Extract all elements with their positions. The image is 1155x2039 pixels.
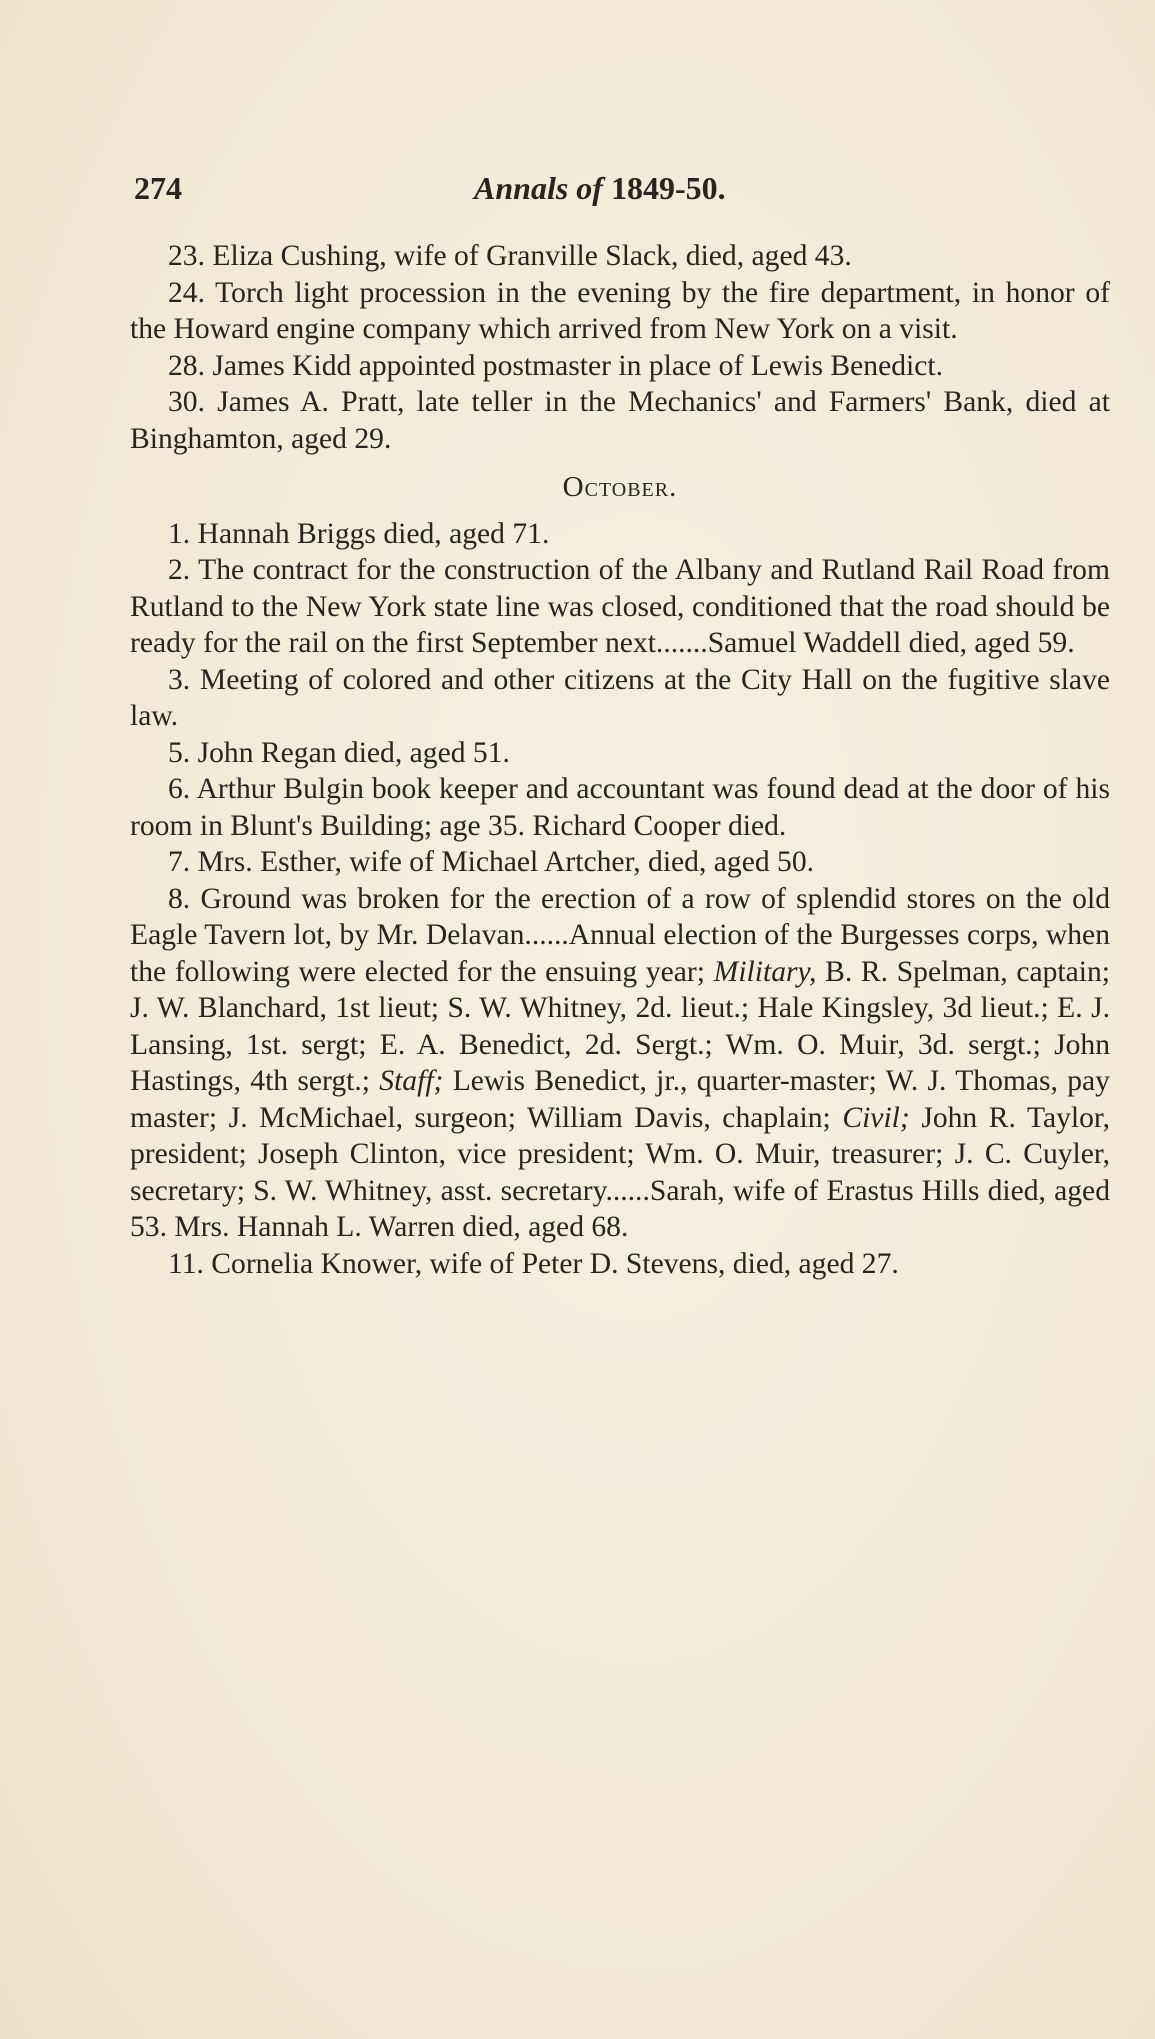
running-title-annals: Annals [474, 170, 569, 206]
entry-oct-8-part3: Lewis Benedict, jr., quarter-master; W. J. Thomas, pay master; J. McMichael, surgeon; William Davis, chaplain; [130, 1065, 1110, 1134]
entry-oct-1: 1. Hannah Briggs died, aged 71. [168, 517, 550, 550]
entry-sep-23: 23. Eliza Cushing, wife of Granville Slack, died, aged 43. [168, 240, 852, 272]
entry-oct-6: 6. Arthur Bulgin book keeper and accountant was found dead at the door of his room in Blunt's Building; age 35. Richard Cooper died. [130, 773, 1110, 842]
entry-oct-8-part4: John R. Taylor, president; Joseph Clinton, vice president; Wm. O. Muir, treasurer; J. C. Cuyler, secretary; S. W. Whitney, asst. secretary......Sarah, wife of Erastus Hills died, aged 53. Mrs. Hannah L. Warren died, aged 68. [130, 1101, 1110, 1243]
entry-sep-28: 28. James Kidd appointed postmaster in place of Lewis Benedict. [168, 349, 944, 382]
entry-oct-7: 7. Mrs. Esther, wife of Michael Artcher, died, aged 50. [168, 846, 815, 878]
entry-sep-30: 30. James A. Pratt, late teller in the Mechanics' and Farmers' Bank, died at Binghamton, aged 29. [130, 386, 1110, 455]
page-body [130, 238, 1110, 1282]
entry-oct-8-part1: 8. Ground was broken for the erection of a row of splendid stores on the old Eagle Tavern lot, by Mr. Delavan......Annual election of the Burgesses corps, when the following were elected for the ensuing year; [130, 882, 1110, 988]
running-title-year: 1849-50. [610, 170, 726, 206]
running-title-of: of [576, 170, 603, 206]
entry-oct-8 [130, 881, 1110, 1246]
entry-oct-5: 5. John Regan died, aged 51. [168, 736, 510, 769]
entry-sep-24: 24. Torch light procession in the evening by the fire department, in honor of the Howard engine company which arrived from New York on a visit. [130, 276, 1110, 345]
entry-oct-8-staff: Staff; [379, 1065, 444, 1097]
page-number: 274 [134, 170, 182, 206]
month-heading-october: October. [562, 471, 678, 503]
entry-oct-3: 3. Meeting of colored and other citizens at the City Hall on the fugitive slave law. [130, 663, 1110, 732]
entry-oct-8-military: Military, [713, 955, 817, 988]
page-header [134, 170, 1064, 218]
running-title [474, 170, 726, 207]
entry-oct-2: 2. The contract for the construction of the Albany and Rutland Rail Road from Rutland to the New York state line was closed, conditioned that the road should be ready for the rail on the first September next.......Samuel Waddell died, aged 59. [130, 554, 1110, 659]
entry-oct-8-civil: Civil; [842, 1101, 910, 1134]
entry-oct-11: 11. Cornelia Knower, wife of Peter D. Stevens, died, aged 27. [168, 1247, 899, 1280]
entry-oct-8-part2: B. R. Spelman, captain; J. W. Blanchard, 1st lieut; S. W. Whitney, 2d. lieut.; Hale Kingsley, 3d lieut.; E. J. Lansing, 1st. sergt; E. A. Benedict, 2d. Sergt.; Wm. O. Muir, 3d. sergt.; John Hastings, 4th sergt.; [130, 955, 1110, 1097]
